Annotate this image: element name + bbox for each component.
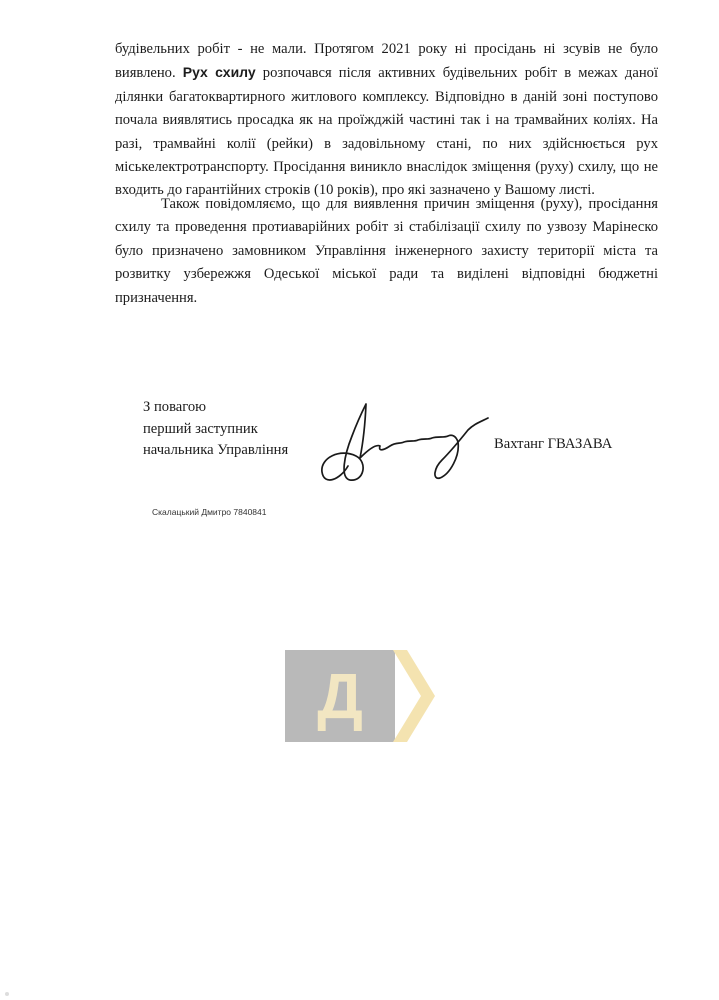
paragraph-1-emphasis: Рух схилу — [182, 64, 256, 81]
signature-stroke — [322, 404, 488, 480]
watermark-chevron-icon — [393, 650, 435, 742]
signer-position-line-1: перший заступник — [143, 420, 258, 437]
signer-name: Вахтанг ГВАЗАВА — [494, 436, 613, 452]
closing-block — [143, 397, 288, 462]
paragraph-1-text-end: розпочався після активних будівельних робіт в межах даної ділянки багатоквартирного житлового комплексу. Відповідно в даній зоні поступово почала виявлятись просадка як на проїжджій частині так і на трамвайних коліях. На разі, трамвайні колії (рейки) в задовільному стані, по них здійснюється рух міськелектротранспорту. Просідання виникло внаслідок зміщення (руху) схилу, що не входить до гарантійних строків (10 років), про які зазначено у Вашому листі. — [115, 65, 658, 199]
watermark-letter: Д — [317, 660, 363, 732]
closing-regards: З повагою — [143, 399, 207, 415]
watermark-logo — [285, 650, 435, 742]
signer-position-line-2: начальника Управління — [143, 442, 289, 458]
body-paragraph-1 — [115, 38, 658, 203]
executor-note: Скалацький Дмитро 7840841 — [152, 507, 267, 517]
handwritten-signature — [318, 398, 493, 493]
scan-edge-mark — [5, 992, 9, 996]
paragraph-1-text-start: будівельних робіт - не мали. Протягом 2021 року ні просідань ні зсувів не було виявлено. — [115, 41, 658, 82]
body-paragraph-2: Також повідомляємо, що для виявлення причин зміщення (руху), просідання схилу та проведення протиаварійних робіт зі стабілізації схилу по узвозу Марінеско було призначено замовником Управління інженерного захисту території міста та розвитку узбережжя Одеської міської ради та виділені відповідні бюджетні призначення. — [115, 196, 658, 306]
